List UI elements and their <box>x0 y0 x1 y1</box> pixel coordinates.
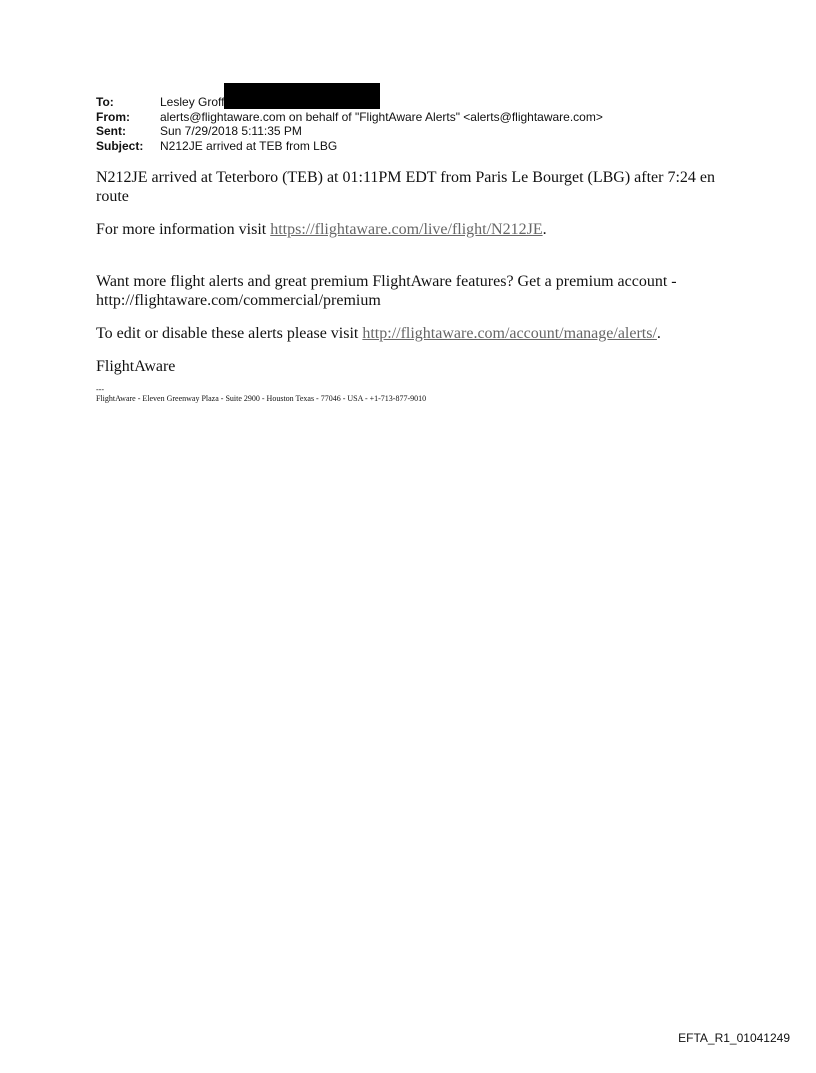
subject-value: N212JE arrived at TEB from LBG <box>160 138 338 153</box>
email-body <box>96 168 736 403</box>
manage-alerts-link[interactable]: http://flightaware.com/account/manage/alerts/ <box>362 325 657 342</box>
from-value: alerts@flightaware.com on behalf of "FlightAware Alerts" <alerts@flightaware.com> <box>160 109 603 124</box>
to-value-wrap <box>160 95 380 110</box>
edit-suffix: . <box>656 325 661 342</box>
sent-value: Sun 7/29/2018 5:11:35 PM <box>160 124 302 138</box>
footer <box>96 385 736 403</box>
redaction-block <box>224 83 380 109</box>
to-value: Lesley Groff <box>160 95 225 109</box>
premium-paragraph: Want more flight alerts and great premium FlightAware features? Get a premium account - http://flightaware.com/commercial/premium <box>96 273 677 309</box>
edit-prefix: To edit or disable these alerts please visit <box>96 325 363 342</box>
from-label: From: <box>96 109 130 124</box>
footer-separator: --- <box>96 385 104 394</box>
more-info-suffix: . <box>542 221 547 238</box>
more-info-prefix: For more information visit <box>96 221 271 238</box>
to-label: To: <box>96 95 114 109</box>
subject-row <box>96 139 603 154</box>
more-info-paragraph <box>96 220 736 239</box>
document-id: EFTA_R1_01041249 <box>678 1031 790 1045</box>
from-row <box>96 110 603 125</box>
email-header <box>96 95 603 153</box>
signature: FlightAware <box>96 358 176 375</box>
flight-link[interactable]: https://flightaware.com/live/flight/N212JE <box>270 221 543 238</box>
sent-label: Sent: <box>96 124 126 138</box>
footer-address: FlightAware - Eleven Greenway Plaza - Suite 2900 - Houston Texas - 77046 - USA - +1-713-877-9010 <box>96 394 427 403</box>
subject-label: Subject: <box>96 138 144 153</box>
to-row <box>96 95 603 110</box>
sent-row <box>96 124 603 139</box>
edit-alerts-paragraph <box>96 324 736 343</box>
arrival-paragraph: N212JE arrived at Teterboro (TEB) at 01:11PM EDT from Paris Le Bourget (LBG) after 7:24 en route <box>96 169 716 205</box>
